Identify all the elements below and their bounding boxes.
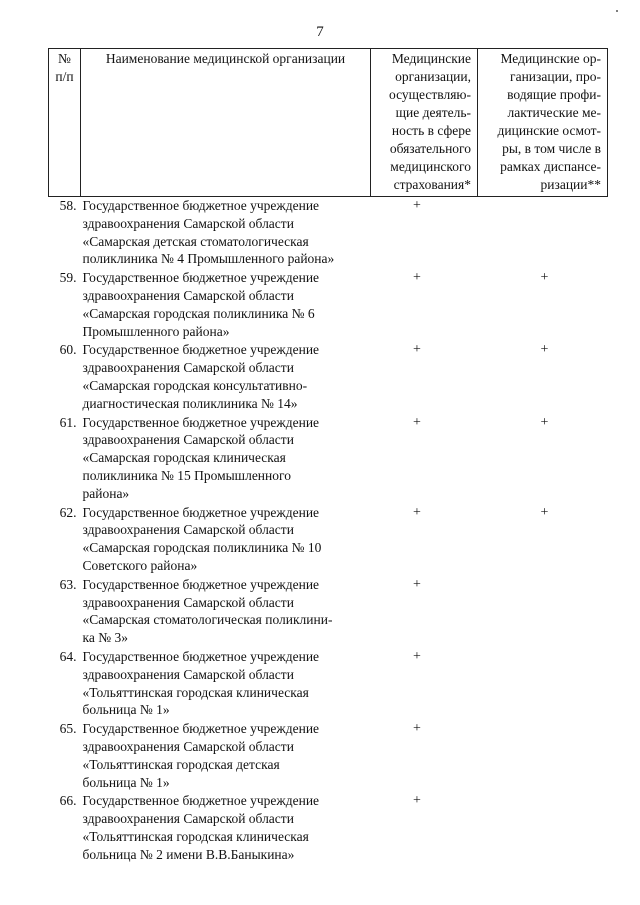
preventive-mark: + (540, 270, 549, 286)
header-number: № п/п (49, 49, 81, 197)
row-number: 66. (59, 793, 77, 809)
row-number: 64. (59, 648, 77, 664)
table-row (49, 197, 608, 270)
table-row (49, 576, 608, 648)
organization-name: Государственное бюджетное учреждение здравоохранения Самарской области «Тольяттинская городская детская больница № 1» (82, 721, 320, 790)
table-row (49, 269, 608, 341)
preventive-mark (478, 792, 608, 864)
organization-name: Государственное бюджетное учреждение здравоохранения Самарской области «Самарская городская поликлиника № 10 Советского района» (82, 504, 322, 573)
oms-mark: + (413, 793, 421, 809)
preventive-mark: + (540, 342, 549, 358)
organization-name: Государственное бюджетное учреждение здравоохранения Самарской области «Самарская городская поликлиника № 6 Промышленного района» (82, 270, 320, 339)
oms-mark: + (413, 414, 421, 430)
table-row (49, 341, 608, 413)
oms-mark: + (413, 721, 421, 737)
organization-name: Государственное бюджетное учреждение здравоохранения Самарской области «Тольяттинская городская клиническая больница № 1» (82, 648, 320, 718)
table-row (49, 792, 608, 864)
preventive-mark (478, 576, 608, 648)
row-number: 63. (59, 576, 77, 592)
organization-name: Государственное бюджетное учреждение здравоохранения Самарской области «Тольяттинская городская клиническая больница № 2 имени В.В.Баныкина» (82, 793, 320, 862)
oms-mark: + (413, 576, 421, 592)
header-organization-name: Наименование медицинской организации (81, 49, 371, 197)
row-number: 65. (59, 721, 77, 737)
preventive-mark (478, 197, 608, 270)
row-number: 60. (59, 342, 77, 358)
oms-mark: + (413, 648, 421, 664)
row-number: 61. (59, 414, 77, 430)
oms-mark: + (413, 270, 421, 286)
row-number: 62. (59, 504, 77, 520)
page-number: 7 (316, 24, 324, 40)
row-number: 59. (59, 270, 77, 286)
preventive-mark (478, 720, 608, 792)
header-preventive-exams: Медицинские ор-ганизации, про-водящие профи-лактические ме-дицинские осмот-ры, в том числе в рамках диспансе-ризации** (478, 49, 608, 197)
row-number: 58. (59, 198, 77, 213)
table-row (49, 720, 608, 792)
oms-mark: + (413, 342, 421, 358)
table-row (49, 648, 608, 720)
oms-mark: + (413, 198, 421, 213)
header-row (49, 49, 608, 197)
table-body (49, 197, 608, 865)
organization-name: Государственное бюджетное учреждение здравоохранения Самарской области «Самарская городская консультативно- диагностическая поликлиника № 14» (82, 342, 320, 411)
header-oms-participation: Медицинские организации, осуществляю-щие деятель-ность в сфере обязательного медицинского страхования* (371, 49, 478, 197)
oms-mark: + (413, 504, 421, 520)
table-row (49, 504, 608, 576)
organization-name: Государственное бюджетное учреждение здравоохранения Самарской области «Самарская городская клиническая поликлиника № 15 Промышленного района» (82, 414, 320, 501)
preventive-mark: + (540, 504, 549, 520)
preventive-mark (478, 648, 608, 720)
preventive-mark: + (540, 414, 549, 430)
organization-name: Государственное бюджетное учреждение здравоохранения Самарской области «Самарская детская стоматологическая поликлиника № 4 Промышленного района» (82, 198, 335, 267)
scan-speck (616, 10, 618, 12)
table-row (49, 414, 608, 504)
organizations-table (48, 48, 608, 864)
table-header (49, 49, 608, 197)
organization-name: Государственное бюджетное учреждение здравоохранения Самарской области «Самарская стоматологическая поликлини- ка № 3» (82, 576, 333, 646)
